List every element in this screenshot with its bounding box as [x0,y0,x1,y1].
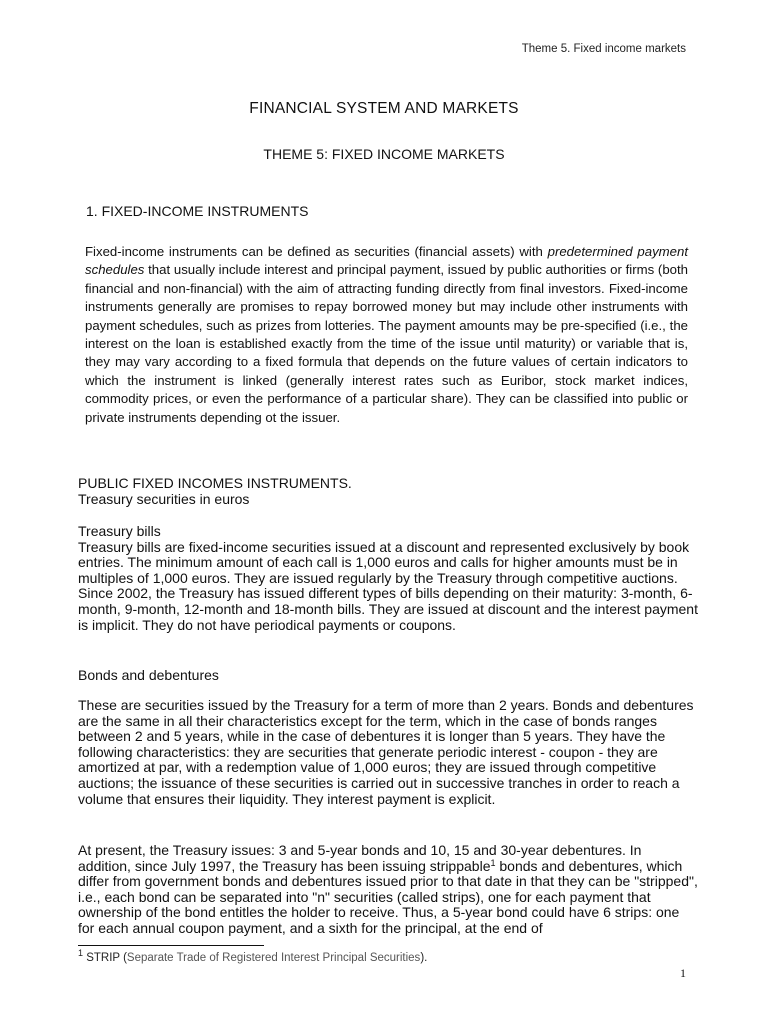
footnote-expansion: Separate Trade of Registered Interest Principal Securities [126,952,421,964]
running-header: Theme 5. Fixed income markets [521,43,686,55]
intro-text-end: that usually include interest and principal payment, issued by public authorities or firms (both financial and non-financial) with the aim of attracting funding directly from final investors. Fixed-income instruments generally are promises to repay borrowed money but may include other instruments with payment schedules, such as prizes from lotteries. The payment amounts may be pre-specified (i.e., the interest on the loan is established exactly from the time of the issue until maturity) or variable that is, they may vary according to a fixed formula that depends on the future values of certain indicators to which the instrument is linked (generally interest rates such as Euribor, stock market indices, commodity prices, or even the performance of a particular share). They can be classified into public or private instruments depending ot the issuer. [85,262,688,425]
footnote [78,948,428,964]
strippable-paragraph [78,843,698,937]
treasury-bills-heading: Treasury bills [78,523,161,539]
page-number: 1 [680,966,686,980]
public-instruments-heading: PUBLIC FIXED INCOMES INSTRUMENTS. [78,475,352,491]
bonds-heading: Bonds and debentures [78,667,219,683]
bonds-heading-block [78,668,698,684]
footnote-marker: 1 [78,948,84,958]
footnote-reference[interactable]: 1 [490,857,496,868]
bonds-paragraph: These are securities issued by the Treasury for a term of more than 2 years. Bonds and debentures are the same in all their characteristics except for the term, which in the case of bonds ranges between 2 and 5 years, while in the case of debentures it is longer than 5 years. They have the following characteristics: they are securities that generate periodic interest - coupon - they are amortized at par, with a redemption value of 1,000 euros; they are issued through competitive auctions; the issuance of these securities is carried out in successive tranches in order to reach a volume that ensures their liquidity. They interest payment is explicit. [78,697,694,807]
intro-paragraph [85,243,688,427]
footnote-close: ). [420,952,428,964]
intro-emphasis: predetermined payment schedules [85,244,688,278]
footnote-term: STRIP ( [83,952,127,964]
treasury-bills-paragraph: Treasury bills are fixed-income securities issued at a discount and represented exclusively by book entries. The minimum amount of each call is 1,000 euros and calls for higher amounts must be in multiples of 1,000 euros. They are issued regularly by the Treasury through competitive auctions. Since 2002, the Treasury has issued different types of bills depending on their maturity: 3-month, 6-month, 9-month, 12-month and 18-month bills. They are issued at discount and the interest payment is implicit. They do not have periodical payments or coupons. [78,538,698,633]
bonds-paragraph-block [78,698,698,807]
intro-text-start: Fixed-income instruments can be defined as securities (financial assets) with [85,244,548,259]
section-heading-fixed-income-instruments: 1. FIXED-INCOME INSTRUMENTS [86,203,309,219]
treasury-securities-subheading: Treasury securities in euros [78,490,250,507]
strippable-text-end: bonds and debentures, which differ from government bonds and debentures issued prior to that date in that they can be "stripped", i.e., each bond can be separated into "n" securities (called strips), one for each payment that ownership of the bond entitles the holder to receive. Thus, a 5-year bond could have 6 strips: one for each annual coupon payment, and a sixth for the principal, at the end of [78,857,698,936]
document-title: FINANCIAL SYSTEM AND MARKETS [249,100,519,117]
strippable-text-start: At present, the Treasury issues: 3 and 5-year bonds and 10, 15 and 30-year debentures. In addition, since July 1997, the Treasury has been issuing strippable [78,842,642,874]
footnote-divider [78,945,264,946]
treasury-bills-block [78,524,698,633]
public-instruments-block [78,476,698,507]
strippable-paragraph-block [78,843,698,937]
theme-title: THEME 5: FIXED INCOME MARKETS [263,146,505,162]
